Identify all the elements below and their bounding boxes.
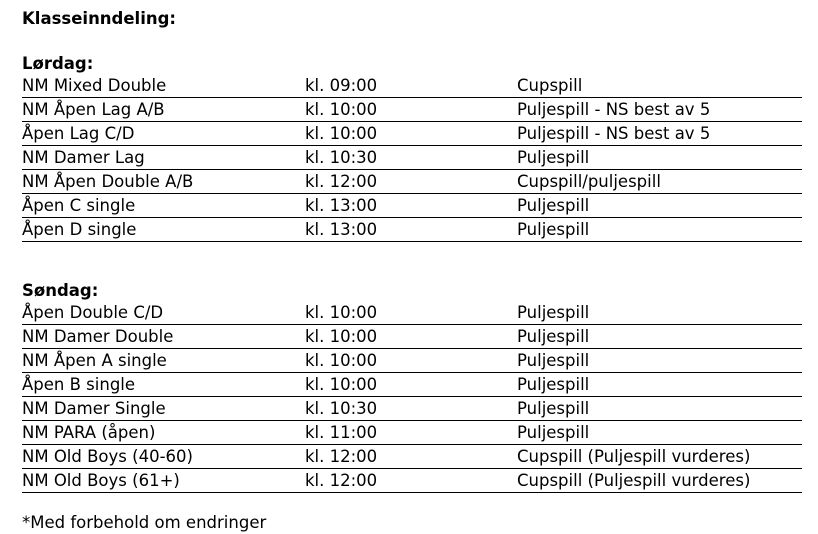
- class-name-cell: NM Åpen Double A/B: [22, 170, 305, 194]
- sunday-rows: [22, 301, 802, 493]
- schedule-row: [22, 469, 802, 493]
- saturday-schedule-table: [22, 74, 802, 242]
- class-name-cell: NM PARA (åpen): [22, 421, 305, 445]
- class-name-cell: NM Damer Single: [22, 397, 305, 421]
- schedule-row: [22, 301, 802, 325]
- play-format-cell: Cupspill (Puljespill vurderes): [517, 469, 802, 493]
- schedule-row: [22, 349, 802, 373]
- start-time-cell: kl. 10:00: [305, 301, 517, 325]
- schedule-row: [22, 74, 802, 98]
- start-time-cell: kl. 13:00: [305, 218, 517, 242]
- play-format-cell: Puljespill: [517, 349, 802, 373]
- play-format-cell: Cupspill: [517, 74, 802, 98]
- play-format-cell: Cupspill/puljespill: [517, 170, 802, 194]
- schedule-row: [22, 445, 802, 469]
- start-time-cell: kl. 12:00: [305, 469, 517, 493]
- start-time-cell: kl. 10:00: [305, 98, 517, 122]
- class-name-cell: NM Åpen Lag A/B: [22, 98, 305, 122]
- sunday-heading: Søndag:: [22, 281, 99, 300]
- start-time-cell: kl. 10:30: [305, 146, 517, 170]
- class-name-cell: Åpen Double C/D: [22, 301, 305, 325]
- footnote: *Med forbehold om endringer: [22, 513, 267, 532]
- class-name-cell: Åpen C single: [22, 194, 305, 218]
- page-title: Klasseinndeling:: [22, 9, 177, 28]
- start-time-cell: kl. 09:00: [305, 74, 517, 98]
- start-time-cell: kl. 10:00: [305, 325, 517, 349]
- play-format-cell: Puljespill: [517, 194, 802, 218]
- class-name-cell: NM Damer Lag: [22, 146, 305, 170]
- play-format-cell: Puljespill - NS best av 5: [517, 122, 802, 146]
- sunday-schedule-table: [22, 301, 802, 493]
- schedule-row: [22, 218, 802, 242]
- class-name-cell: Åpen Lag C/D: [22, 122, 305, 146]
- play-format-cell: Puljespill: [517, 421, 802, 445]
- play-format-cell: Puljespill: [517, 146, 802, 170]
- schedule-row: [22, 146, 802, 170]
- class-name-cell: NM Old Boys (61+): [22, 469, 305, 493]
- start-time-cell: kl. 10:00: [305, 122, 517, 146]
- schedule-row: [22, 194, 802, 218]
- schedule-row: [22, 397, 802, 421]
- start-time-cell: kl. 12:00: [305, 170, 517, 194]
- play-format-cell: Puljespill: [517, 301, 802, 325]
- class-name-cell: NM Old Boys (40-60): [22, 445, 305, 469]
- class-name-cell: NM Åpen A single: [22, 349, 305, 373]
- start-time-cell: kl. 10:00: [305, 349, 517, 373]
- class-name-cell: Åpen B single: [22, 373, 305, 397]
- saturday-heading: Lørdag:: [22, 54, 94, 73]
- schedule-row: [22, 325, 802, 349]
- start-time-cell: kl. 13:00: [305, 194, 517, 218]
- schedule-row: [22, 170, 802, 194]
- schedule-row: [22, 98, 802, 122]
- schedule-document: [22, 8, 802, 534]
- schedule-row: [22, 373, 802, 397]
- saturday-rows: [22, 74, 802, 242]
- schedule-row: [22, 122, 802, 146]
- class-name-cell: NM Damer Double: [22, 325, 305, 349]
- play-format-cell: Puljespill: [517, 397, 802, 421]
- class-name-cell: NM Mixed Double: [22, 74, 305, 98]
- play-format-cell: Puljespill: [517, 218, 802, 242]
- start-time-cell: kl. 11:00: [305, 421, 517, 445]
- class-name-cell: Åpen D single: [22, 218, 305, 242]
- schedule-row: [22, 421, 802, 445]
- play-format-cell: Puljespill: [517, 373, 802, 397]
- play-format-cell: Puljespill: [517, 325, 802, 349]
- start-time-cell: kl. 12:00: [305, 445, 517, 469]
- start-time-cell: kl. 10:00: [305, 373, 517, 397]
- play-format-cell: Puljespill - NS best av 5: [517, 98, 802, 122]
- play-format-cell: Cupspill (Puljespill vurderes): [517, 445, 802, 469]
- section-spacer: [22, 242, 802, 279]
- start-time-cell: kl. 10:30: [305, 397, 517, 421]
